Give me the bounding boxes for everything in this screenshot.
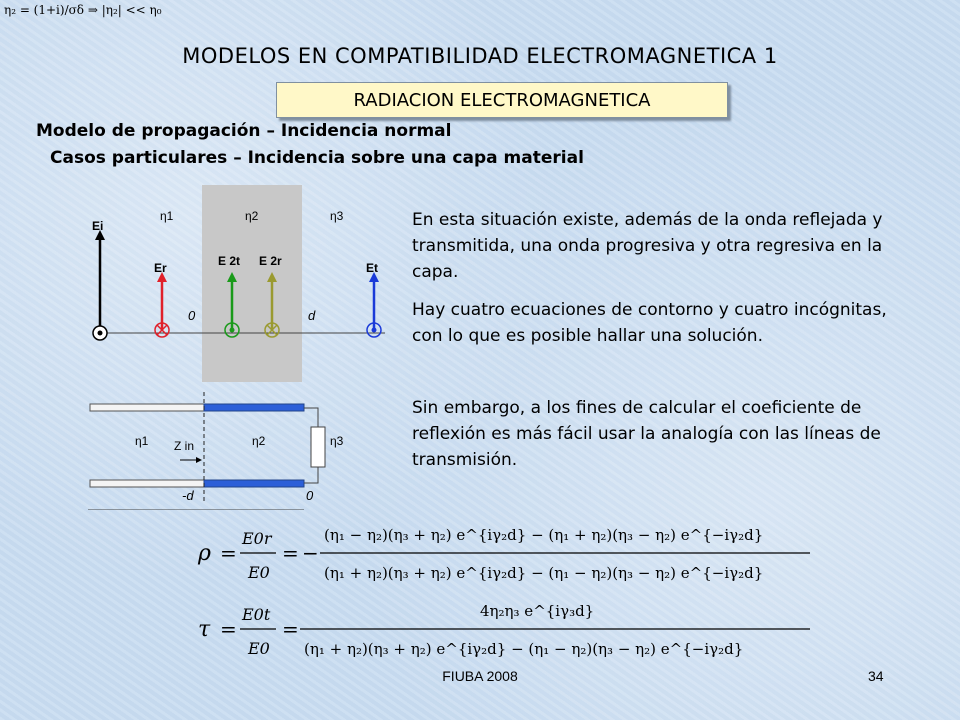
tau-symbol: τ [198, 617, 211, 642]
eta3-label: η3 [330, 209, 344, 223]
ei-label: Ei [92, 219, 104, 233]
page-title: MODELOS EN COMPATIBILIDAD ELECTROMAGNETICA 1 [182, 44, 778, 68]
minus-sign: − [302, 541, 319, 565]
zero-label: 0 [188, 308, 196, 323]
e0-label-1: E0 [248, 563, 270, 582]
zin-label: Z in [174, 439, 195, 453]
eta2-label: η2 [245, 209, 259, 223]
equals-2: = [282, 541, 299, 565]
et-label: Et [366, 261, 378, 275]
e2r-label: E 2r [259, 254, 282, 268]
footer-label: FIUBA 2008 [442, 668, 518, 684]
load-resistor [311, 427, 325, 467]
minus-d-label: -d [182, 488, 194, 503]
tau-numerator: 4η₂η₃ e^{iγ₃d} [480, 602, 595, 620]
e2t-label: E 2t [218, 254, 241, 268]
paragraph-3: Sin embargo, a los fines de calcular el coeficiente de reflexión es más fácil usar la analogía con las líneas de transmisión. [412, 398, 881, 470]
page-number: 34 [868, 668, 884, 684]
rho-denominator: (η₁ + η₂)(η₃ + η₂) e^{iγ₂d} − (η₁ − η₂)(η₃ − η₂) e^{−iγ₂d} [324, 564, 764, 582]
line-upper-slab [204, 404, 304, 411]
line-lower-left [90, 480, 204, 487]
load-wire-top [304, 408, 318, 427]
line-eta1-label: η1 [135, 434, 149, 448]
paragraph-2: Hay cuatro ecuaciones de contorno y cuatro incógnitas, con lo que es posible hallar una solución. [412, 300, 887, 346]
paragraph-1: En esta situación existe, además de la onda reflejada y transmitida, una onda progresiva y otra regresiva en la capa. [412, 210, 883, 282]
et-dot-center [372, 328, 377, 333]
incidence-diagram [60, 180, 400, 510]
top-formula [4, 3, 162, 17]
rho-symbol: ρ [198, 541, 211, 566]
e0t-label: E0t [242, 605, 271, 624]
load-wire-bottom [304, 467, 318, 483]
e2t-dot-center [230, 328, 235, 333]
e0r-label: E0r [242, 529, 272, 548]
subtitle-box [276, 82, 728, 118]
tau-denominator: (η₁ + η₂)(η₃ + η₂) e^{iγ₂d} − (η₁ − η₂)(η₃ − η₂) e^{−iγ₂d} [304, 640, 744, 658]
equals-1: = [220, 541, 237, 565]
subtitle-text: RADIACION ELECTROMAGNETICA [353, 89, 651, 111]
subsection-heading: Casos particulares – Incidencia sobre una capa material [50, 148, 584, 168]
ei-dot-center [98, 331, 103, 336]
rho-numerator: (η₁ − η₂)(η₃ + η₂) e^{iγ₂d} − (η₁ + η₂)(η₃ − η₂) e^{−iγ₂d} [324, 526, 764, 544]
zin-arrowhead [196, 457, 202, 463]
line-upper-left [90, 404, 204, 411]
eta1-label: η1 [160, 209, 174, 223]
er-label: Er [154, 261, 167, 275]
equals-4: = [282, 617, 299, 641]
line-zero-label: 0 [306, 488, 314, 503]
formulas [190, 508, 820, 668]
line-eta3-label: η3 [330, 434, 344, 448]
line-lower-slab [204, 480, 304, 487]
line-eta2-label: η2 [252, 434, 266, 448]
d-label: d [308, 308, 316, 323]
equals-3: = [220, 617, 237, 641]
e0-label-2: E0 [248, 639, 270, 658]
top-formula-text: η₂ = (1+i)/σδ ⇒ |η₂| << η₀ [4, 3, 162, 17]
section-heading: Modelo de propagación – Incidencia normal [36, 121, 452, 141]
